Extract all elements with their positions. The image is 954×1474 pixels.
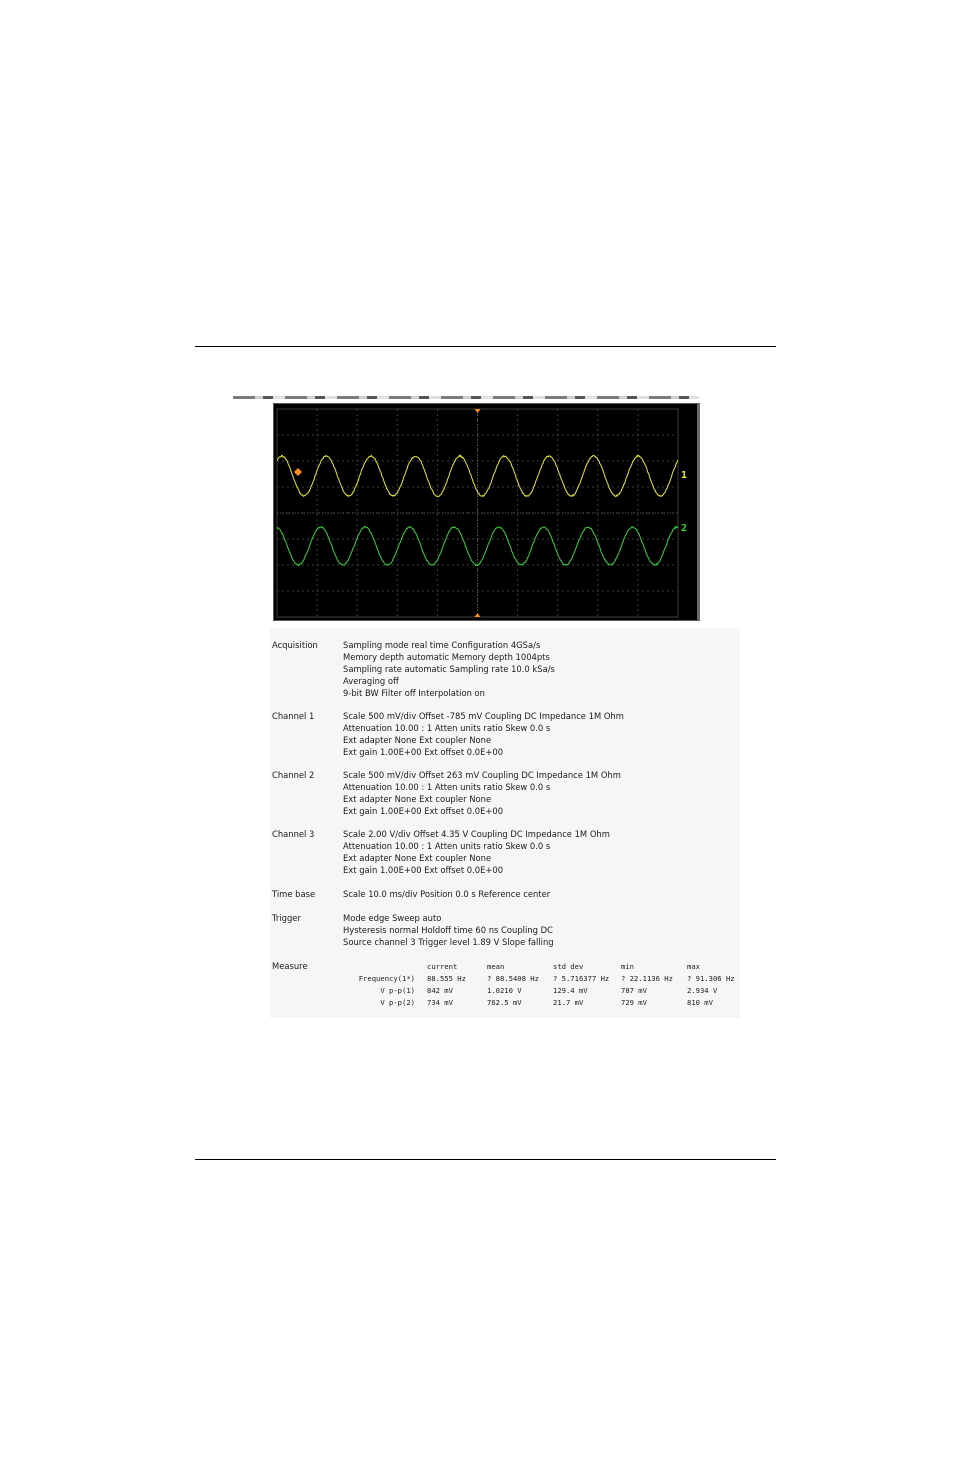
channel-1-line: Scale 500 mV/div Offset -785 mV Coupling DC Impedance 1M Ohm <box>343 711 624 721</box>
channel-2-label: Channel 2 <box>272 770 315 780</box>
scope-toolbar-strip <box>233 396 699 399</box>
measure-label: Measure <box>272 961 308 971</box>
measure-value: 842 mV <box>427 985 453 995</box>
acquisition-line: 9-bit BW Filter off Interpolation on <box>343 687 485 698</box>
channel-1-line: Ext gain 1.00E+00 Ext offset 0.0E+00 <box>343 746 504 757</box>
measure-header: std dev <box>553 962 584 971</box>
oscilloscope-display[interactable] <box>273 403 700 621</box>
channel-3-line: Attenuation 10.00 : 1 Atten units ratio Skew 0.0 s <box>343 840 551 851</box>
measure-value: 129.4 mV <box>553 985 588 995</box>
measure-header: min <box>621 962 634 971</box>
acquisition-line: Averaging off <box>343 675 399 686</box>
measure-value: ? 5.716377 Hz <box>553 973 610 983</box>
measure-value: ? 91.306 Hz <box>687 973 735 983</box>
measure-header: mean <box>487 962 505 971</box>
measure-value: 2.934 V <box>687 985 718 995</box>
acquisition-line: Memory depth automatic Memory depth 1004pts <box>343 651 550 662</box>
trigger-line: Hysteresis normal Holdoff time 60 ns Coupling DC <box>343 924 553 935</box>
timebase-line: Scale 10.0 ms/div Position 0.0 s Reference center <box>343 889 551 899</box>
channel-1-label: Channel 1 <box>272 711 315 721</box>
measure-value: 734 mV <box>427 997 453 1007</box>
measure-header: max <box>687 962 700 971</box>
trigger-line: Source channel 3 Trigger level 1.89 V Slope falling <box>343 936 554 947</box>
trigger-position-bottom-icon <box>475 613 481 617</box>
channel-1-line: Ext adapter None Ext coupler None <box>343 734 492 745</box>
acquisition-line: Sampling rate automatic Sampling rate 10.0 kSa/s <box>343 663 555 674</box>
measure-value: ? 88.5408 Hz <box>487 973 539 983</box>
channel-2-line: Attenuation 10.00 : 1 Atten units ratio Skew 0.0 s <box>343 781 551 792</box>
trigger-position-top-icon <box>475 409 481 413</box>
acquisition-label: Acquisition <box>272 640 318 650</box>
measure-name: Frequency(1*) <box>358 973 415 983</box>
measure-header: current <box>427 962 458 971</box>
channel-1-marker[interactable]: 1 <box>681 470 688 481</box>
channel-2-line: Ext gain 1.00E+00 Ext offset 0.0E+00 <box>343 805 504 816</box>
measure-value: 1.0210 V <box>487 985 522 995</box>
measure-value: 762.5 mV <box>487 997 522 1007</box>
acquisition-line: Sampling mode real time Configuration 4GSa/s <box>343 640 541 650</box>
measure-value: 21.7 mV <box>553 997 584 1007</box>
measure-value: 810 mV <box>687 997 713 1007</box>
measure-value: 729 mV <box>621 997 647 1007</box>
channel-3-line: Ext adapter None Ext coupler None <box>343 852 492 863</box>
waveform-canvas <box>274 404 696 620</box>
measure-value: ? 22.1136 Hz <box>621 973 673 983</box>
channel-3-line: Ext gain 1.00E+00 Ext offset 0.0E+00 <box>343 864 504 875</box>
channel-3-label: Channel 3 <box>272 829 315 839</box>
trigger-label: Trigger <box>272 913 301 923</box>
footer-rule <box>195 1159 776 1160</box>
setup-info-panel <box>270 628 740 1018</box>
measure-value: 787 mV <box>621 985 647 995</box>
channel-2-line: Ext adapter None Ext coupler None <box>343 793 492 804</box>
measure-name: V p-p(2) <box>380 997 415 1007</box>
channel-2-line: Scale 500 mV/div Offset 263 mV Coupling DC Impedance 1M Ohm <box>343 770 621 780</box>
channel-1-line: Attenuation 10.00 : 1 Atten units ratio Skew 0.0 s <box>343 722 551 733</box>
trigger-line: Mode edge Sweep auto <box>343 913 442 923</box>
trigger-level-icon <box>294 468 302 476</box>
measure-value: 88.555 Hz <box>427 973 466 983</box>
timebase-label: Time base <box>272 889 316 899</box>
channel-3-line: Scale 2.00 V/div Offset 4.35 V Coupling DC Impedance 1M Ohm <box>343 829 610 839</box>
measure-name: V p-p(1) <box>380 985 415 995</box>
header-rule <box>195 346 776 347</box>
channel-2-marker[interactable]: 2 <box>681 523 688 534</box>
